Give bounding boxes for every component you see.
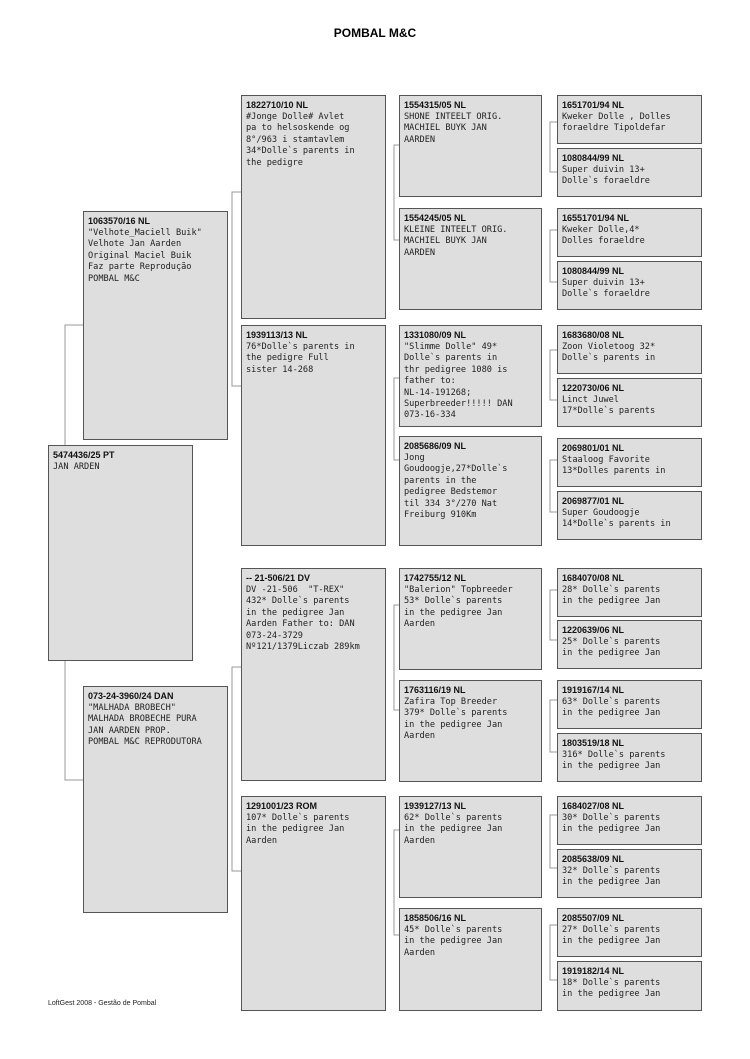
gen5-card: [557, 378, 702, 427]
gen5-card: [557, 620, 702, 669]
gen3-card: [241, 325, 386, 546]
pigeon-notes: DV -21-506 "T-REX" 432* Dolle`s parents in the pedigree Jan Aarden Father to: DAN 073-24-3729 Nº121/1379Liczab 289km: [246, 585, 360, 653]
pigeon-notes: 32* Dolle`s parents in the pedigree Jan: [562, 866, 661, 888]
pigeon-notes: Super duivin 13+ Dolle`s foraeldre: [562, 278, 650, 300]
gen4-card: [399, 325, 542, 427]
gen4-card: [399, 208, 542, 310]
gen4-card: [399, 436, 542, 546]
ring-number: 1742755/12 NL: [404, 573, 467, 583]
gen5-card: [557, 95, 702, 144]
pigeon-notes: Super Goudoogje 14*Dolle`s parents in: [562, 508, 671, 530]
gen5-card: [557, 733, 702, 782]
pigeon-notes: 76*Dolle`s parents in the pedigre Full sister 14-268: [246, 342, 355, 375]
gen3-card: [241, 796, 386, 1011]
footer-credit: LoftGest 2008 - Gestão de Pombal: [48, 1000, 157, 1007]
pigeon-notes: Kweker Dolle , Dolles foraeldre Tipoldefar: [562, 112, 671, 134]
ring-number: 1684027/08 NL: [562, 801, 625, 811]
ring-number: 1651701/94 NL: [562, 100, 625, 110]
ring-number: 1684070/08 NL: [562, 573, 625, 583]
ring-number: 1919182/14 NL: [562, 966, 625, 976]
pigeon-notes: SHONE INTEELT ORIG. MACHIEL BUYK JAN AARDEN: [404, 112, 503, 145]
ring-number: 1763116/19 NL: [404, 685, 466, 695]
ring-number: 1080844/99 NL: [562, 153, 625, 163]
pigeon-notes: KLEINE INTEELT ORIG. MACHIEL BUYK JAN AARDEN: [404, 225, 508, 258]
ring-number: 1939113/13 NL: [246, 330, 308, 340]
ring-number: 073-24-3960/24 DAN: [88, 691, 174, 701]
pigeon-notes: 18* Dolle`s parents in the pedigree Jan: [562, 978, 661, 1000]
gen5-card: [557, 568, 702, 617]
gen5-card: [557, 796, 702, 845]
ring-number: 2085686/09 NL: [404, 441, 467, 451]
pigeon-notes: Zoon Violetoog 32* Dolle`s parents in: [562, 342, 656, 364]
ring-number: 1803519/18 NL: [562, 738, 625, 748]
pigeon-notes: 27* Dolle`s parents in the pedigree Jan: [562, 925, 661, 947]
pigeon-notes: Staaloog Favorite 13*Dolles parents in: [562, 455, 666, 477]
ring-number: 2069877/01 NL: [562, 496, 625, 506]
gen5-card: [557, 961, 702, 1011]
pigeon-notes: 28* Dolle`s parents in the pedigree Jan: [562, 585, 661, 607]
pigeon-notes: 30* Dolle`s parents in the pedigree Jan: [562, 813, 661, 835]
gen5-card: [557, 908, 702, 957]
sire-card: [83, 211, 228, 440]
ring-number: 1554315/05 NL: [404, 100, 467, 110]
pigeon-notes: Linct Juwel 17*Dolle`s parents: [562, 395, 656, 417]
ring-number: 1291001/23 ROM: [246, 801, 318, 811]
pigeon-notes: Zafira Top Breeder 379* Dolle`s parents in the pedigree Jan Aarden: [404, 697, 508, 742]
gen4-card: [399, 568, 542, 670]
gen3-card: [241, 568, 386, 781]
ring-number: 1220639/06 NL: [562, 625, 625, 635]
pigeon-notes: 316* Dolle`s parents in the pedigree Jan: [562, 750, 666, 772]
ring-number: 1554245/05 NL: [404, 213, 467, 223]
ring-number: 1683680/08 NL: [562, 330, 625, 340]
gen5-card: [557, 261, 702, 310]
gen5-card: [557, 680, 702, 729]
ring-number: 1858506/16 NL: [404, 913, 467, 923]
pigeon-notes: "Velhote_Maciell Buik" Velhote Jan Aarden Original Maciel Buik Faz parte Reprodução POMBAL M&C: [88, 228, 202, 284]
pigeon-notes: 107* Dolle`s parents in the pedigree Jan Aarden: [246, 813, 350, 846]
pigeon-notes: Kweker Dolle,4* Dolles foraeldre: [562, 225, 645, 247]
gen5-card: [557, 438, 702, 487]
gen5-card: [557, 491, 702, 540]
ring-number: 1822710/10 NL: [246, 100, 309, 110]
ring-number: 16551701/94 NL: [562, 213, 630, 223]
ring-number: 1331080/09 NL: [404, 330, 467, 340]
pigeon-notes: 45* Dolle`s parents in the pedigree Jan Aarden: [404, 925, 503, 958]
pigeon-notes: 62* Dolle`s parents in the pedigree Jan Aarden: [404, 813, 503, 846]
gen5-card: [557, 325, 702, 374]
pigeon-notes: Super duivin 13+ Dolle`s foraeldre: [562, 165, 650, 187]
gen5-card: [557, 148, 702, 197]
ring-number: 2085507/09 NL: [562, 913, 625, 923]
ring-number: 1220730/06 NL: [562, 383, 625, 393]
gen4-card: [399, 95, 542, 197]
pigeon-notes: "Balerion" Topbreeder 53* Dolle`s parents in the pedigree Jan Aarden: [404, 585, 513, 630]
page-title: POMBAL M&C: [333, 26, 417, 40]
gen4-card: [399, 908, 542, 1011]
gen4-card: [399, 680, 542, 782]
pigeon-notes: 63* Dolle`s parents in the pedigree Jan: [562, 697, 661, 719]
gen5-card: [557, 208, 702, 257]
dam-card: [83, 686, 228, 913]
pigeon-notes: "Slimme Dolle" 49* Dolle`s parents in thr pedigree 1080 is father to: NL-14-191268; Superbreeder!!!!! DAN 073-16-334: [404, 342, 513, 421]
gen5-card: [557, 849, 702, 898]
ring-number: 1939127/13 NL: [404, 801, 467, 811]
pigeon-notes: #Jonge Dolle# Avlet pa to helsoskende og 8°/963 i stamtavlem 34*Dolle`s parents in the pedigre: [246, 112, 355, 168]
ring-number: 2069801/01 NL: [562, 443, 625, 453]
pigeon-notes: Jong Goudoogje,27*Dolle`s parents in the pedigree Bedstemor til 334 3°/270 Nat Freiburg 910Km: [404, 453, 508, 521]
ring-number: 5474436/25 PT: [53, 450, 115, 460]
ring-number: 2085638/09 NL: [562, 854, 625, 864]
gen4-card: [399, 796, 542, 898]
pigeon-notes: JAN ARDEN: [53, 462, 100, 472]
pigeon-notes: "MALHADA BROBECH" MALHADA BROBECHE PURA JAN AARDEN PROP. POMBAL M&C REPRODUTORA: [88, 703, 202, 748]
ring-number: 1063570/16 NL: [88, 216, 151, 226]
pigeon-notes: 25* Dolle`s parents in the pedigree Jan: [562, 637, 661, 659]
subject-pigeon-card: [48, 445, 193, 661]
ring-number: 1080844/99 NL: [562, 266, 625, 276]
ring-number: -- 21-506/21 DV: [246, 573, 311, 583]
gen3-card: [241, 95, 386, 319]
ring-number: 1919167/14 NL: [562, 685, 625, 695]
